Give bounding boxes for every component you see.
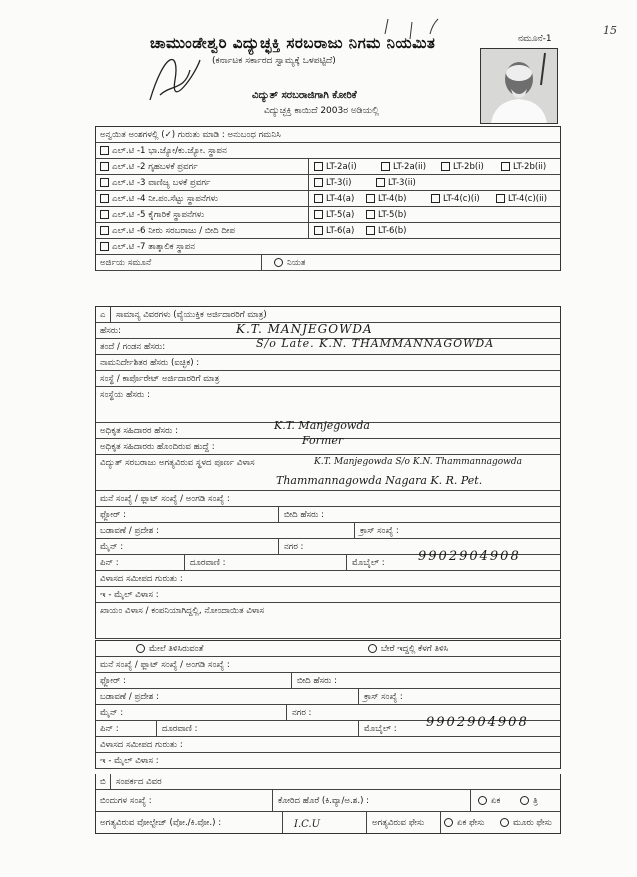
option-label: LT-6(b) <box>378 226 407 236</box>
phone-label: ದೂರವಾಣಿ : <box>190 558 226 568</box>
checkbox[interactable] <box>100 162 109 171</box>
mobile-label: ಮೊಬೈಲ್ : <box>352 558 385 568</box>
checkbox[interactable] <box>366 226 375 235</box>
area-label: ಬಡಾವಣೆ / ಪ್ರದೇಶ : <box>100 692 160 702</box>
floor-label: ಫ್ಲೋರ್ : <box>100 510 127 520</box>
name-value: K.T. MANJEGOWDA <box>236 322 373 336</box>
category-row-lt5[interactable] <box>96 207 560 223</box>
perm-address-label: ಖಾಯಂ ವಿಳಾಸ / ಕಂಪನಿಯಾಗಿದ್ದಲ್ಲಿ, ನೋಂದಾಯಿತ ವಿಳಾಸ <box>100 606 265 616</box>
application-type-row <box>96 255 560 271</box>
different-address-label: ಬೇರೆ ಇದ್ದಲ್ಲಿ ಕೆಳಗೆ ತಿಳಿಸಿ <box>381 644 449 654</box>
auth-name-label: ಅಧಿಕೃತ ಸಹಿದಾರರ ಹೆಸರು : <box>100 426 179 436</box>
radio-button[interactable] <box>274 258 283 267</box>
landmark-row-2[interactable] <box>96 737 560 753</box>
option-label: LT-5(b) <box>378 210 407 220</box>
mobile-value: 9902904908 <box>426 715 529 730</box>
main-label: ಮೈನ್ : <box>100 542 124 552</box>
area-cross-row-2[interactable] <box>96 689 560 705</box>
category-row-lt4[interactable] <box>96 191 560 207</box>
cross-label: ಕ್ರಾಸ್ ಸಂಖ್ಯೆ : <box>360 526 399 536</box>
option-label: LT-4(c)(i) <box>443 194 480 204</box>
category-label: ಎಲ್.ಟಿ -3 ವಾಣಿಜ್ಯ ಬಳಕೆ ಪ್ರವರ್ಗ <box>112 178 211 188</box>
option-label: LT-2a(ii) <box>393 162 427 172</box>
perm-address-row[interactable] <box>96 603 560 639</box>
nominee-row[interactable] <box>96 355 560 371</box>
auth-desig-row[interactable] <box>96 434 560 455</box>
radio-button[interactable] <box>444 818 453 827</box>
email-row[interactable] <box>96 587 560 603</box>
option-label: LT-4(b) <box>378 194 407 204</box>
cross-label: ಕ್ರಾಸ್ ಸಂಖ್ಯೆ : <box>364 692 403 702</box>
checkbox[interactable] <box>100 226 109 235</box>
category-label: ಎಲ್.ಟಿ -4 ನೀ.ಪಂ.ಸೆಟ್ಟು ಸ್ಥಾಪನೆಗಳು <box>112 194 219 204</box>
section-b-header <box>96 774 560 790</box>
floor-street-row[interactable] <box>96 507 560 523</box>
father-value: S/o Late. K.N. THAMMANNAGOWDA <box>256 337 495 350</box>
category-row-lt3[interactable] <box>96 175 560 191</box>
checkbox[interactable] <box>100 178 109 187</box>
organization-title: ಚಾಮುಂಡೇಶ್ವರಿ ವಿದ್ಯುಚ್ಛಕ್ತಿ ಸರಬರಾಜು ನಿಗಮ ನಿಯಮಿತ <box>150 34 436 52</box>
radio-button[interactable] <box>136 644 145 653</box>
company-row <box>96 371 560 387</box>
landmark-row[interactable] <box>96 571 560 587</box>
category-label: ಎಲ್.ಟಿ -7 ತಾತ್ಕಾಲಿಕ ಸ್ಥಾಪನ <box>112 242 196 252</box>
phone-label: ದೂರವಾಣಿ : <box>162 724 198 734</box>
option-label: LT-3(ii) <box>388 178 416 188</box>
address-row[interactable] <box>96 455 560 491</box>
category-label: ಎಲ್.ಟಿ -2 ಗೃಹಬಳಕೆ ಪ್ರವರ್ಗ <box>112 162 198 172</box>
city-label: ನಗರ : <box>292 708 312 718</box>
checkbox[interactable] <box>376 178 385 187</box>
street-label: ಬೀದಿ ಹೆಸರು : <box>284 510 324 520</box>
category-label: ಎಲ್.ಟಿ -5 ಕೈಗಾರಿಕೆ ಸ್ಥಾಪನೆಗಳು <box>112 210 205 220</box>
checkbox[interactable] <box>100 210 109 219</box>
email-label: ಇ - ಮೈಲ್ ವಿಳಾಸ : <box>100 590 159 600</box>
voltage-row[interactable] <box>96 812 560 834</box>
house-label: ಮನೆ ಸಂಖ್ಯೆ / ಫ್ಲಾಟ್ ಸಂಖ್ಯೆ / ಅಂಗಡಿ ಸಂಖ್ಯೆ : <box>100 660 230 670</box>
house-row-2[interactable] <box>96 657 560 673</box>
house-label: ಮನೆ ಸಂಖ್ಯೆ / ಫ್ಲಾಟ್ ಸಂಖ್ಯೆ / ಅಂಗಡಿ ಸಂಖ್ಯೆ : <box>100 494 230 504</box>
option-label: ತ್ರಿ <box>533 796 538 806</box>
address-value-line1: K.T. Manjegowda S/o K.N. Thammannagowda <box>314 457 523 467</box>
application-type-label: ಅರ್ಜಿಯ ಸಮೂನೆ <box>100 258 152 268</box>
load-label: ಕೋರಿದ ಹೊರೆ (ಕಿ.ವ್ಯಾ/ಅ.ಶ.) : <box>278 796 369 806</box>
section-title: ಸಾಮಾನ್ಯ ವಿವರಗಳು (ವ್ಯೆಯುಕ್ತಿಕ ಅರ್ಜಿದಾರರಿಗೆ ಮಾತ್ರ) <box>116 310 267 320</box>
second-address-table <box>95 640 561 769</box>
category-row-lt7[interactable] <box>96 239 560 255</box>
instruction-row <box>96 127 560 143</box>
landmark-label: ವಿಳಾಸದ ಸಮೀಪದ ಗುರುತು : <box>100 574 183 584</box>
address-choice-row[interactable] <box>96 641 560 657</box>
pin-label: ಪಿನ್ : <box>100 558 119 568</box>
category-label: ಎಲ್.ಟಿ -6 ನೀರು ಸರಬರಾಜು / ಬೀದಿ ದೀಪ <box>112 226 235 236</box>
mobile-label: ಮೊಬೈಲ್ : <box>364 724 397 734</box>
checkbox[interactable] <box>314 226 323 235</box>
checkbox[interactable] <box>314 162 323 171</box>
pin-label: ಪಿನ್ : <box>100 724 119 734</box>
option-label: LT-3(i) <box>326 178 352 188</box>
load-row[interactable] <box>96 790 560 812</box>
option-label: LT-2b(ii) <box>513 162 547 172</box>
city-label: ನಗರ : <box>284 542 304 552</box>
floor-street-row-2[interactable] <box>96 673 560 689</box>
section-letter: ಎ <box>100 310 106 320</box>
area-label: ಬಡಾವಣೆ / ಪ್ರದೇಶ : <box>100 526 160 536</box>
checkbox[interactable] <box>100 242 109 251</box>
checkbox[interactable] <box>366 194 375 203</box>
checkbox[interactable] <box>381 162 390 171</box>
father-label: ತಂದೆ / ಗಂಡನ ಹೆಸರು: <box>100 342 166 352</box>
general-details-table <box>95 306 561 639</box>
email-label: ಇ - ಮೈಲ್ ವಿಳಾಸ : <box>100 756 159 766</box>
option-label: LT-5(a) <box>326 210 355 220</box>
single-phase-label: ಏಕ ಫೇಸು <box>457 818 485 828</box>
points-label: ಬಿಂದುಗಳ ಸಂಖ್ಯೆ : <box>100 796 152 806</box>
name-label: ಹೆಸರು: <box>100 326 122 336</box>
house-row[interactable] <box>96 491 560 507</box>
option-label: LT-2a(i) <box>326 162 357 172</box>
category-table <box>95 126 561 271</box>
checkbox[interactable] <box>501 162 510 171</box>
area-cross-row[interactable] <box>96 523 560 539</box>
radio-button[interactable] <box>520 796 529 805</box>
category-label: ಎಲ್.ಟಿ -1 ಭಾ.ಜ್ಯೋ/ಕು.ಜ್ಯೋ. ಸ್ಥಾಪನ <box>112 146 227 156</box>
mobile-value: 9902904908 <box>418 549 521 564</box>
form-name: ವಿದ್ಯುತ್ ಸರಬರಾಜಿಗಾಗಿ ಕೋರಿಕೆ <box>252 90 357 101</box>
street-label: ಬೀದಿ ಹೆಸರು : <box>297 676 337 686</box>
checkbox[interactable] <box>366 210 375 219</box>
connection-table <box>95 774 561 834</box>
section-title: ಸಂಪರ್ಕದ ವಿವರ <box>116 777 162 787</box>
pin-phone-row[interactable] <box>96 549 560 571</box>
act-line: ವಿದ್ಯುಚ್ಛಕ್ತಿ ಕಾಯಿದೆ 2003ರ ಅಡಿಯಲ್ಲಿ <box>264 106 379 116</box>
page-number: 15 <box>603 24 617 37</box>
auth-desig-value: Former <box>302 434 344 447</box>
category-row-lt1[interactable] <box>96 143 560 159</box>
applicant-photo <box>480 48 558 124</box>
auth-name-value: K.T. Manjegowda <box>274 419 370 432</box>
option-label: LT-6(a) <box>326 226 355 236</box>
checkbox[interactable] <box>431 194 440 203</box>
category-row-lt6[interactable] <box>96 223 560 239</box>
auth-desig-label: ಅಧಿಕೃತ ಸಹಿದಾರರು ಹೊಂದಿರುವ ಹುದ್ದೆ : <box>100 442 215 452</box>
option-label: ಏಕ <box>491 796 501 806</box>
landmark-label: ವಿಳಾಸದ ಸಮೀಪದ ಗುರುತು : <box>100 740 183 750</box>
checkbox[interactable] <box>314 178 323 187</box>
main-label: ಮೈನ್ : <box>100 708 124 718</box>
same-as-above-label: ಮೇಲೆ ತಿಳಿಸಿರುವಂತೆ <box>149 644 204 654</box>
category-row-lt2[interactable] <box>96 159 560 175</box>
address-label: ವಿದ್ಯುತ್ ಸರಬರಾಜು ಅಗತ್ಯವಿರುವ ಸ್ಥಳದ ಪೂರ್ಣ ವಿಳಾಸ <box>100 458 255 468</box>
nominee-label: ನಾಮನಿರ್ದೇಶಿತರ ಹೆಸರು (ಐಚ್ಛಿಕ) : <box>100 358 200 368</box>
radio-button[interactable] <box>368 644 377 653</box>
niyata-label: ನಿಯತ <box>287 258 306 268</box>
checkbox[interactable] <box>100 146 109 155</box>
checkbox[interactable] <box>496 194 505 203</box>
organization-subtitle: (ಕರ್ನಾಟಕ ಸರ್ಕಾರದ ಸ್ವಾಮ್ಯಕ್ಕೆ ಒಳಪಟ್ಟಿದೆ) <box>212 56 336 66</box>
checkbox[interactable] <box>314 194 323 203</box>
phase-label: ಅಗತ್ಯವಿರುವ ಫೇಸು <box>372 818 425 828</box>
email-row-2[interactable] <box>96 753 560 769</box>
address-value-line2: Thammannagowda Nagara K. R. Pet. <box>276 474 483 487</box>
checkbox[interactable] <box>441 162 450 171</box>
voltage-label: ಅಗತ್ಯವಿರುವ ವೋಲ್ಟೇಜ್ (ವೋ./ಕಿ.ವೋ.) : <box>100 818 222 828</box>
company-label: ಸಂಸ್ಥೆ / ಕಾರ್ಪೊರೇಟ್ ಅರ್ಜಿದಾರರಿಗೆ ಮಾತ್ರ <box>100 374 220 384</box>
pin-phone-row-2[interactable] <box>96 715 560 737</box>
father-row[interactable] <box>96 339 560 355</box>
radio-button[interactable] <box>500 818 509 827</box>
floor-label: ಫ್ಲೋರ್ : <box>100 676 127 686</box>
person-portrait-icon <box>481 49 557 123</box>
option-label: LT-4(c)(ii) <box>508 194 548 204</box>
instruction-text: ಅನ್ವಯಿತ ಅಂಶಗಳಲ್ಲಿ (✓) ಗುರುತು ಮಾಡಿ : ಅನುಬಂಧ ಗಮನಿಸಿ <box>100 130 281 140</box>
option-label: LT-4(a) <box>326 194 355 204</box>
section-letter: ಬಿ <box>100 777 106 787</box>
checkbox[interactable] <box>314 210 323 219</box>
voltage-value: I.C.U <box>294 819 321 830</box>
form-code: ನಮೂನೆ-1 <box>518 34 552 44</box>
option-label: LT-2b(i) <box>453 162 484 172</box>
radio-button[interactable] <box>478 796 487 805</box>
checkbox[interactable] <box>100 194 109 203</box>
three-phase-label: ಮೂರು ಫೇಸು <box>513 818 552 828</box>
org-name-label: ಸಂಸ್ಥೆಯ ಹೆಸರು : <box>100 390 150 400</box>
